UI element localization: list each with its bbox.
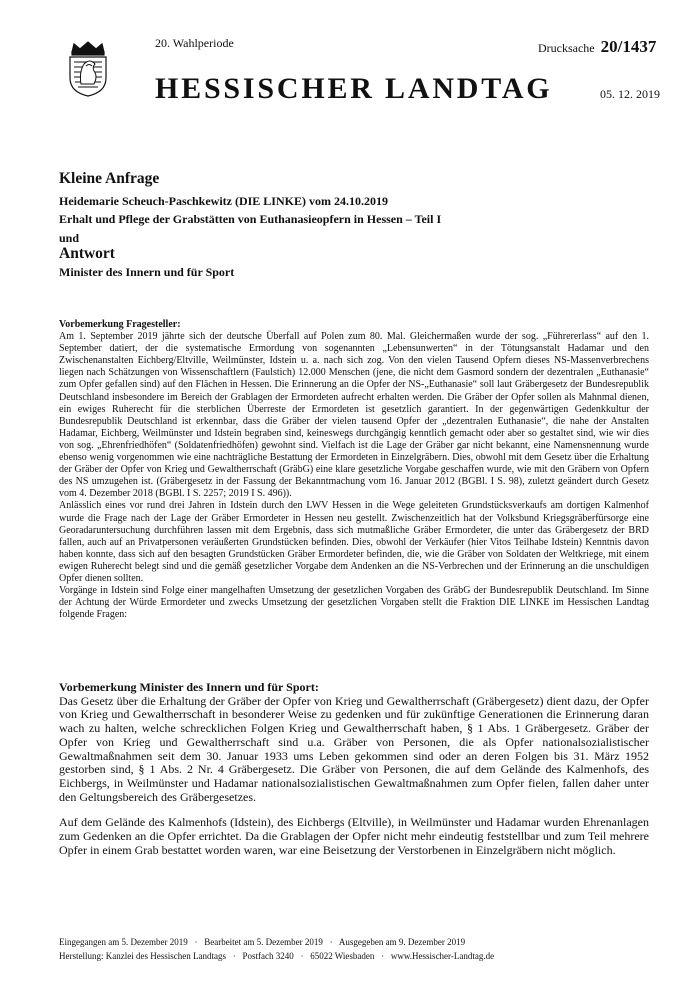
paragraph: Am 1. September 2019 jährte sich der deutsche Überfall auf Polen zum 80. Mal. Gleichermaßen wurde der sog. „Führererlass“ auf den 1. September datiert, der die systematische Ermordung von sogenannten „Lebensunwerten“ in der Tötungsanstalt Hadamar und den Zwischenanstalten Eichberg/Eltville, Weilmünster, Idstein u. a. nach sich zog. Von den vielen Tausend Opfern dieses NS-Massenverbrechens liegen nach Schätzungen von Wissenschaftlern (Faulstich) 12.000 Menschen (jene, die nicht dem Gasmord sondern der dezentralen „Euthanasie“ zum Opfer gefallen sind) auf den Flächen in Hessen. Die Erinnerung an die Opfer der NS-„Euthanasie“ soll laut Gräbergesetz der Bundesrepublik Deutschland insbesondere im Bereich der Grablagen der Ermordeten aufrecht erhalten werden. Die Gräber der Opfer sollen als Mahnmal dienen, ein ewiges Ruherecht für die sterblichen Überreste der Ermordeten ist gesetzlich garantiert. In der gegenwärtigen Gedenkkultur der Bundesrepublik Deutschland ist erkennbar, dass die Gräber der vielen tausend Opfer der „dezentralen Euthanasie“, die nahe der Anstalten Hadamar, Eichberg, Weilmünster und Idstein begraben sind, keineswegs durchgängig kenntlich gemacht oder aber so gestaltet sind, wie wir dies von sog. „Ehrenfriedhöfen“ (Soldatenfriedhöfen) gewohnt sind. Vielfach ist die Lage der Gräber gar nicht bekannt, eine Namensnennung wurde ebenso wenig vorgenommen wie eine nachträgliche Bestattung der Ermordeten in Einzelgräbern. Dies, obwohl mit dem Gesetz über die Erhaltung der Gräber der Opfer von Krieg und Gewaltherrschaft (GräbG) eine klare gesetzliche Vorgabe geschaffen wurde, wie mit den Gräbern von Opfern des NS umzugehen ist. (Gräbergesetz in der Fassung der Bekanntmachung vom 16. Januar 2012 (BGBl. I S. 98), zuletzt geändert durch Gesetz vom 4. Dezember 2018 (BGBl. I S. 2257; 2019 I S. 496)). [59,331,649,500]
minister-line: Minister des Innern und für Sport [59,265,235,279]
paragraph: Das Gesetz über die Erhaltung der Gräber der Opfer von Krieg und Gewaltherrschaft (Gräbergesetz) dient dazu, der Opfer von Krieg und Gewaltherrschaft in besonderer Weise zu gedenken und für zukünftige Generationen die Erinnerung daran wach zu halten, welche schrecklichen Folgen Krieg und Gewaltherrschaft haben, § 1 Abs. 1 Gräbergesetz. Gräber der Opfer von Krieg und Gewaltherrschaft sind u.a. Gräber von Personen, die als Opfer nationalsozialistischer Gewaltmaßnahmen seit dem 30. Januar 1933 ums Leben gekommen sind oder an deren Folgen bis 31. März 1952 gestorben sind, § 1 Abs. 2 Nr. 4 Gräbergesetz. Die Gräber von Personen, die auf dem Gelände des Kalmenhofs, des Eichbergs, in Weilmünster und Hadamar nationalsozialistischen Gewaltmaßnahmen zum Opfer fielen, fallen daher unter den Geltungsbereich des Gräbergesetzes. [59,693,649,804]
author-line: Heidemarie Scheuch-Paschkewitz (DIE LINKE) vom 24.10.2019 [59,194,388,208]
paragraph: Vorgänge in Idstein sind Folge einer mangelhaften Umsetzung der gesetzlichen Vorgaben des GräbG der Bundesrepublik Deutschland. Im Sinne der Achtung der Würde Ermordeter und zwecks Umsetzung der gesetzlichen Vorgaben stellt die Fraktion DIE LINKE im Hessischen Landtag folgende Fragen: [59,585,649,621]
document-date: 05. 12. 2019 [600,87,660,101]
vorbemerkung-fragesteller [59,319,649,621]
vorbemerkung-minister [59,681,649,857]
footer-dates: Eingegangen am 5. Dezember 2019 · Bearbeitet am 5. Dezember 2019 · Ausgegeben am 9. Dezember 2019 [59,937,466,947]
wahlperiode: 20. Wahlperiode [155,36,234,50]
drucksache [538,37,656,57]
kleine-anfrage-heading: Kleine Anfrage [59,170,160,187]
und-connector: und [59,231,80,245]
paragraph: Auf dem Gelände des Kalmenhofs (Idstein), des Eichbergs (Eltville), in Weilmünster und Hadamar wurden Ehrenanlagen zum Gedenken an die Opfer errichtet. Da die Grablagen der Opfer nicht mehr eindeutig feststellbar und zum Teil mehrere Opfer in einem Grab bestattet worden waren, war eine Beisetzung der Verstorbenen in Einzelgräbern nicht möglich. [59,815,649,857]
footer-imprint: Herstellung: Kanzlei des Hessischen Landtags · Postfach 3240 · 65022 Wiesbaden · www.Hessischer-Landtag.de [59,951,495,961]
hesse-coat-of-arms-icon [64,40,112,98]
parliament-name: HESSISCHER LANDTAG [155,72,553,105]
drucksache-number: 20/1437 [600,37,657,56]
section-heading: Vorbemerkung Minister des Innern und für Sport: [59,680,319,694]
subject-line: Erhalt und Pflege der Grabstätten von Euthanasieopfern in Hessen – Teil I [59,212,442,226]
antwort-heading: Antwort [59,245,115,262]
section-heading: Vorbemerkung Fragesteller: [59,319,181,330]
drucksache-label: Drucksache [538,41,595,55]
paragraph: Anlässlich eines vor rund drei Jahren in Idstein durch den LWV Hessen in die Wege geleiteten Grundstücksverkaufs am dortigen Kalmenhof wurde die Frage nach der Lage der Gräber Ermordeter in Hessen neu gestellt. Zwischenzeitlich hat der Volksbund Kriegsgräberfürsorge eine Georadaruntersuchung durchführen lassen mit dem Ergebnis, dass sich mutmaßliche Gräber Ermordeter, die unter das Gräbergesetz der BRD fallen, auch auf an Privatpersonen veräußerten Grundstücken befinden. Dies, obwohl der Verkäufer (hier Vitos Teilhabe Idstein) Kenntnis davon haben konnte, dass sich auf den besagten Grundstücken Gräber Ermordeter befinden, die, wie die Gräber von Soldaten der Weltkriege, mit einem ewigen Ruherecht belegt sind und die gemäß gesetzlicher Vorgabe dem Andenken an die NS-Verbrechen und der Erinnerung an die unschuldigen Opfer dienen sollten. [59,500,649,584]
